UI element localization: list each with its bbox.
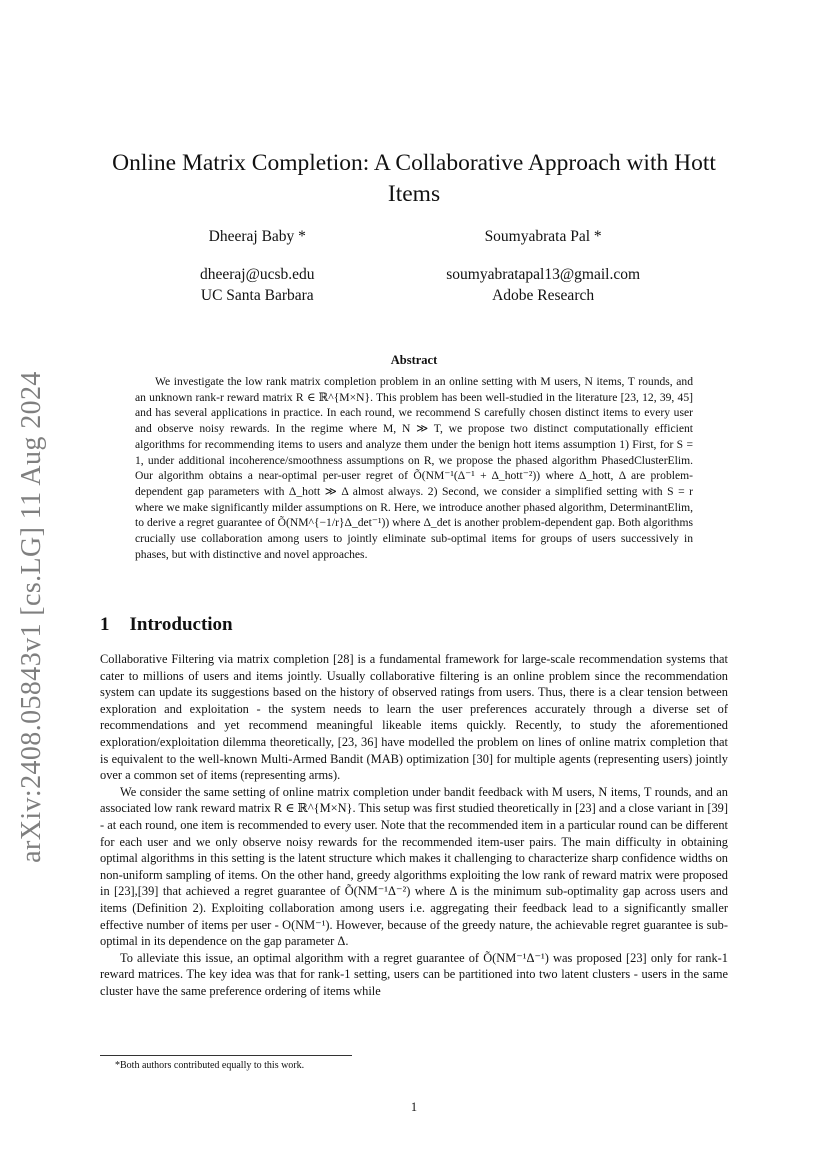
intro-paragraph: We consider the same setting of online matrix completion under bandit feedback with M users, N items, T rounds, and an associated low rank reward matrix R ∈ ℝ^{M×N}. This setup was first studied theoretically in [23] and a close variant in [39] - at each round, one item is recommended to every user. Note that the recommended item in a particular round can be different for each user and we only observe noisy rewards for the recommended item-user pairs. The main difficulty in obtaining optimal algorithms in this setting is the latent structure which makes it challenging to characterize sharp confidence widths on non-uniform sampling of items. On the other hand, greedy algorithms exploiting the low rank of reward matrix were proposed in [23],[39] that achieved a regret guarantee of Õ(NM⁻¹Δ⁻²) where Δ is the minimum sub-optimality gap across users and items (Definition 2). Exploiting collaboration among users i.e. aggregating their feedback lead to a significantly smaller effective number of items per user - O(NM⁻¹). However, because of the greedy nature, the achievable regret guarantee is sub-optimal in its dependence on the gap parameter Δ.: [100, 784, 728, 949]
section-heading: [100, 614, 233, 636]
author-name: Soumyabrata Pal *: [484, 228, 602, 245]
author-block: [200, 226, 640, 306]
introduction-body: [100, 651, 728, 999]
section-title: Introduction: [129, 614, 233, 635]
paper-title: Online Matrix Completion: A Collaborative Approach with Hott Items: [112, 150, 716, 207]
abstract-heading: Abstract: [390, 353, 438, 367]
footnote: *Both authors contributed equally to this work.: [115, 1060, 305, 1071]
page-number: 1: [410, 1100, 418, 1114]
author-1: [200, 226, 315, 306]
footnote-divider: [100, 1055, 352, 1056]
intro-paragraph: Collaborative Filtering via matrix completion [28] is a fundamental framework for large-scale recommendation systems that cater to millions of users and items jointly. Usually collaborative filtering is an online problem since the recommendation system can update its suggestions based on the history of observed ratings from users. Thus, there is a clear tension between exploration and exploitation - the system needs to learn the user preferences accurately through a diverse set of recommendations and yet recommend meaningful likeable items quickly. Recently, to study the aforementioned exploration/exploitation dilemma theoretically, [23, 36] have modelled the problem on lines of online matrix completion that is equivalent to the well-known Multi-Armed Bandit (MAB) optimization [30] for multiple agents (representing users) jointly over a common set of items (representing arms).: [100, 652, 728, 783]
author-2: [446, 226, 640, 306]
author-name: Dheeraj Baby *: [208, 228, 306, 245]
author-affiliation: Adobe Research: [492, 287, 595, 304]
intro-paragraph: To alleviate this issue, an optimal algorithm with a regret guarantee of Õ(NM⁻¹Δ⁻¹) was proposed [23] only for rank-1 reward matrices. The key idea was that for rank-1 setting, users can be partitioned into two latent clusters - users in the same cluster have the same preference ordering of items while: [100, 950, 728, 998]
author-affiliation: UC Santa Barbara: [200, 287, 314, 304]
author-email: dheeraj@ucsb.edu: [200, 266, 315, 283]
arxiv-identifier-text: arXiv:2408.05843v1 [cs.LG] 11 Aug 2024: [16, 371, 48, 863]
author-email: soumyabratapal13@gmail.com: [446, 266, 640, 283]
abstract-text: We investigate the low rank matrix completion problem in an online setting with M users, N items, T rounds, and an unknown rank-r reward matrix R ∈ ℝ^{M×N}. This problem has been well-studied in the literature [23, 12, 39, 45] and has several applications in practice. In each round, we recommend S carefully chosen distinct items to every user and observe noisy rewards. In the regime where M, N ≫ T, we propose two distinct computationally efficient algorithms for recommending items to users and analyze them under the benign hott items assumption 1) First, for S = 1, under additional incoherence/smoothness assumptions on R, we propose the phased algorithm PhasedClusterElim. Our algorithm obtains a near-optimal per-user regret of Õ(NM⁻¹(Δ⁻¹ + Δ_hott⁻²)) where Δ_hott, Δ are problem-dependent gap parameters with Δ_hott ≫ Δ almost always. 2) Second, we consider a simplified setting with S = r where we make significantly milder assumptions on R. Here, we introduce another phased algorithm, DeterminantElim, to derive a regret guarantee of Õ(NM^{−1/r}Δ_det⁻¹)) where Δ_det is another problem-dependent gap. Both algorithms crucially use collaboration among users to jointly eliminate sub-optimal items for groups of users successively in phases, but with distinctive and novel approaches.: [135, 375, 693, 561]
arxiv-identifier-stamp: [10, 362, 54, 872]
section-number: 1: [100, 614, 110, 635]
